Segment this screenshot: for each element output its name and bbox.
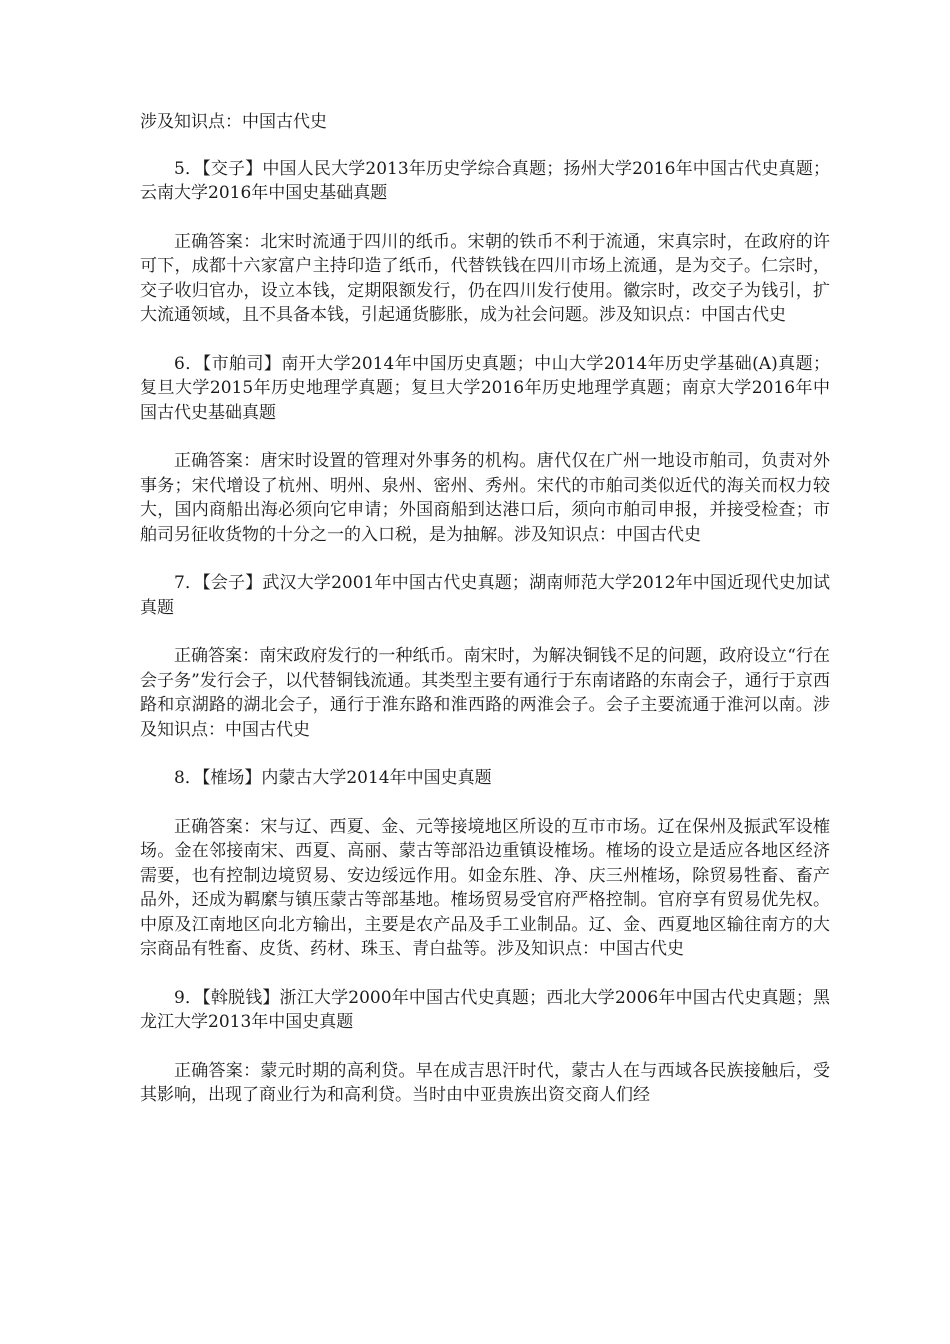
entry-6-answer: 正确答案：唐宋时设置的管理对外事务的机构。唐代仅在广州一地设市舶司，负责对外事务；宋代增设了杭州、明州、泉州、密州、秀州。宋代的市舶司类似近代的海关而权力较大，国内商船出海必须向它申请；外国商船到达港口后，须向市舶司申报，并接受检查；市舶司另征收货物的十分之一的入口税，是为抽解。涉及知识点：中国古代史 [140, 451, 830, 545]
intro-knowledge-point: 涉及知识点：中国古代史 [140, 112, 327, 132]
entry-6-heading: 6．【市舶司】南开大学2014年中国历史真题；中山大学2014年历史学基础(A)真题；复旦大学2015年历史地理学真题；复旦大学2016年历史地理学真题；南京大学2016年中国古代史基础真题 [140, 353, 830, 423]
entry-8-answer: 正确答案：宋与辽、西夏、金、元等接境地区所设的互市市场。辽在保州及振武军设榷场。金在邻接南宋、西夏、高丽、蒙古等部沿边重镇设榷场。榷场的设立是适应各地区经济需要，也有控制边境贸易、安边绥远作用。如金东胜、净、庆三州榷场，除贸易牲畜、畜产品外，还成为羁縻与镇压蒙古等部基地。榷场贸易受官府严格控制。官府享有贸易优先权。中原及江南地区向北方输出，主要是农产品及手工业制品。辽、金、西夏地区输往南方的大宗商品有牲畜、皮货、药材、珠玉、青白盐等。涉及知识点：中国古代史 [140, 816, 830, 959]
entry-5-heading: 5．【交子】中国人民大学2013年历史学综合真题；扬州大学2016年中国古代史真题；云南大学2016年中国史基础真题 [140, 158, 830, 203]
entry-7-heading: 7．【会子】武汉大学2001年中国古代史真题；湖南师范大学2012年中国近现代史加试真题 [140, 573, 830, 618]
entry-9-answer: 正确答案：蒙元时期的高利贷。早在成吉思汗时代，蒙古人在与西域各民族接触后，受其影响，出现了商业行为和高利贷。当时由中亚贵族出资交商人们经 [140, 1060, 830, 1105]
entry-5-answer: 正确答案：北宋时流通于四川的纸币。宋朝的铁币不利于流通，宋真宗时，在政府的许可下，成都十六家富户主持印造了纸币，代替铁钱在四川市场上流通，是为交子。仁宗时，交子收归官办，设立本钱，定期限额发行，仍在四川发行使用。徽宗时，改交子为钱引，扩大流通领域，且不具备本钱，引起通货膨胀，成为社会问题。涉及知识点：中国古代史 [140, 231, 830, 325]
entry-9-heading: 9．【斡脱钱】浙江大学2000年中国古代史真题；西北大学2006年中国古代史真题；黑龙江大学2013年中国史真题 [140, 987, 830, 1032]
entry-8-heading: 8．【榷场】内蒙古大学2014年中国史真题 [174, 768, 492, 788]
document-page [140, 110, 830, 1132]
entry-7-answer: 正确答案：南宋政府发行的一种纸币。南宋时，为解决铜钱不足的问题，政府设立“行在会子务”发行会子，以代替铜钱流通。其类型主要有通行于东南诸路的东南会子，通行于京西路和京湖路的湖北会子，通行于淮东路和淮西路的两淮会子。会子主要流通于淮河以南。涉及知识点：中国古代史 [140, 646, 830, 740]
